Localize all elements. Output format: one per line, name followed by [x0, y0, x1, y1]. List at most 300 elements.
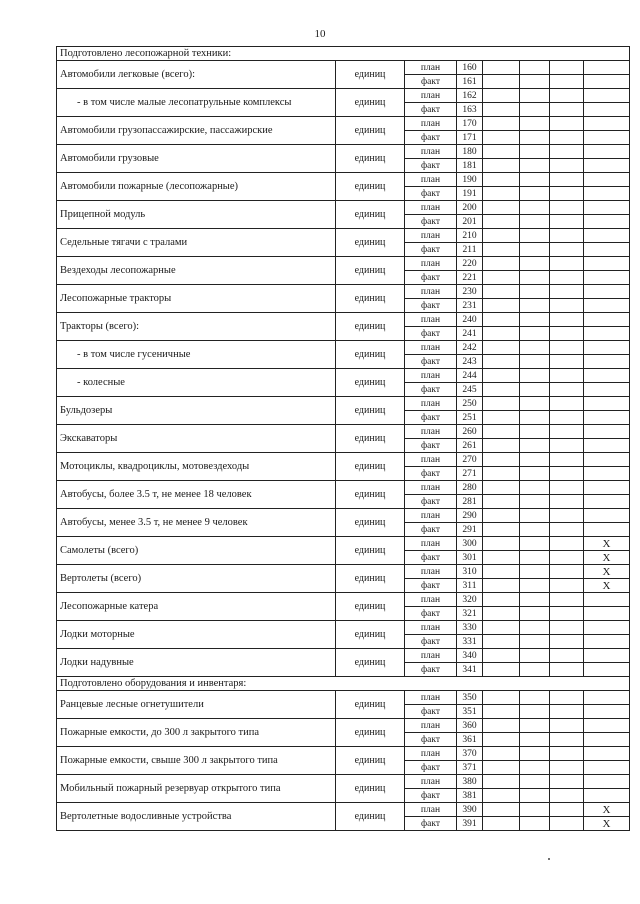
- table-row-plan: [57, 89, 630, 103]
- value-cell: [520, 761, 550, 775]
- value-cell: [520, 61, 550, 75]
- row-code: 361: [457, 733, 483, 747]
- value-cell: [550, 607, 584, 621]
- value-cell: [550, 733, 584, 747]
- plan-label: план: [405, 593, 457, 607]
- row-code: 180: [457, 145, 483, 159]
- unit-cell: единиц: [336, 775, 405, 803]
- fact-label: факт: [405, 411, 457, 425]
- value-cell: [550, 271, 584, 285]
- row-code: 170: [457, 117, 483, 131]
- value-cell: [520, 215, 550, 229]
- unit-cell: единиц: [336, 145, 405, 173]
- value-cell: [550, 103, 584, 117]
- unit-cell: единиц: [336, 649, 405, 677]
- value-cell: [550, 747, 584, 761]
- mark-cell: [584, 187, 630, 201]
- value-cell: [550, 89, 584, 103]
- value-cell: [483, 355, 520, 369]
- mark-cell: [584, 593, 630, 607]
- fact-label: факт: [405, 789, 457, 803]
- value-cell: [483, 313, 520, 327]
- row-code: 330: [457, 621, 483, 635]
- row-code: 231: [457, 299, 483, 313]
- fact-label: факт: [405, 159, 457, 173]
- unit-cell: единиц: [336, 89, 405, 117]
- value-cell: [520, 593, 550, 607]
- plan-label: план: [405, 537, 457, 551]
- table-row-plan: [57, 229, 630, 243]
- row-code: 270: [457, 453, 483, 467]
- fact-label: факт: [405, 551, 457, 565]
- value-cell: [520, 145, 550, 159]
- plan-label: план: [405, 61, 457, 75]
- row-code: 340: [457, 649, 483, 663]
- value-cell: [483, 551, 520, 565]
- value-cell: [520, 453, 550, 467]
- value-cell: [550, 243, 584, 257]
- mark-cell: [584, 649, 630, 663]
- value-cell: [550, 817, 584, 831]
- value-cell: [520, 425, 550, 439]
- row-code: 220: [457, 257, 483, 271]
- value-cell: [520, 271, 550, 285]
- value-cell: [520, 607, 550, 621]
- row-code: 320: [457, 593, 483, 607]
- fact-label: факт: [405, 663, 457, 677]
- plan-label: план: [405, 173, 457, 187]
- value-cell: [483, 733, 520, 747]
- mark-cell: [584, 271, 630, 285]
- unit-cell: единиц: [336, 691, 405, 719]
- fact-label: факт: [405, 187, 457, 201]
- value-cell: [520, 299, 550, 313]
- value-cell: [550, 397, 584, 411]
- unit-cell: единиц: [336, 621, 405, 649]
- row-code: 160: [457, 61, 483, 75]
- value-cell: [520, 803, 550, 817]
- row-code: 381: [457, 789, 483, 803]
- fact-label: факт: [405, 327, 457, 341]
- value-cell: [550, 705, 584, 719]
- table-row-plan: [57, 369, 630, 383]
- row-code: 380: [457, 775, 483, 789]
- fact-label: факт: [405, 495, 457, 509]
- value-cell: [520, 159, 550, 173]
- unit-cell: единиц: [336, 173, 405, 201]
- fact-label: факт: [405, 355, 457, 369]
- table-row-plan: [57, 173, 630, 187]
- row-code: 291: [457, 523, 483, 537]
- mark-cell: [584, 355, 630, 369]
- value-cell: [483, 481, 520, 495]
- value-cell: [520, 103, 550, 117]
- row-code: 244: [457, 369, 483, 383]
- value-cell: [550, 425, 584, 439]
- value-cell: [520, 75, 550, 89]
- fact-label: факт: [405, 299, 457, 313]
- row-code: 181: [457, 159, 483, 173]
- item-name: - колесные: [57, 369, 336, 397]
- value-cell: [550, 593, 584, 607]
- value-cell: [483, 243, 520, 257]
- value-cell: [483, 537, 520, 551]
- fact-label: факт: [405, 103, 457, 117]
- fact-label: факт: [405, 733, 457, 747]
- plan-label: план: [405, 313, 457, 327]
- item-name: Лесопожарные катера: [57, 593, 336, 621]
- value-cell: [550, 775, 584, 789]
- value-cell: [483, 761, 520, 775]
- fact-label: факт: [405, 243, 457, 257]
- value-cell: [483, 509, 520, 523]
- row-code: 242: [457, 341, 483, 355]
- value-cell: [483, 327, 520, 341]
- fact-label: факт: [405, 439, 457, 453]
- unit-cell: единиц: [336, 537, 405, 565]
- value-cell: [483, 159, 520, 173]
- row-code: 391: [457, 817, 483, 831]
- table-row-plan: [57, 719, 630, 733]
- mark-cell: [584, 131, 630, 145]
- unit-cell: единиц: [336, 117, 405, 145]
- plan-label: план: [405, 509, 457, 523]
- section-title: Подготовлено оборудования и инвентаря:: [57, 677, 630, 691]
- unit-cell: единиц: [336, 257, 405, 285]
- mark-cell: [584, 453, 630, 467]
- mark-cell: [584, 621, 630, 635]
- value-cell: [550, 173, 584, 187]
- table-row-plan: [57, 803, 630, 817]
- value-cell: [520, 243, 550, 257]
- value-cell: [550, 187, 584, 201]
- value-cell: [483, 789, 520, 803]
- value-cell: [550, 467, 584, 481]
- value-cell: [550, 369, 584, 383]
- plan-label: план: [405, 621, 457, 635]
- table-row-plan: [57, 775, 630, 789]
- value-cell: [520, 439, 550, 453]
- mark-cell: [584, 467, 630, 481]
- item-name: Бульдозеры: [57, 397, 336, 425]
- value-cell: [520, 789, 550, 803]
- value-cell: [520, 551, 550, 565]
- row-code: 300: [457, 537, 483, 551]
- value-cell: [483, 299, 520, 313]
- item-name: Ранцевые лесные огнетушители: [57, 691, 336, 719]
- fact-label: факт: [405, 215, 457, 229]
- row-code: 350: [457, 691, 483, 705]
- fact-label: факт: [405, 635, 457, 649]
- item-name: Автобусы, более 3.5 т, не менее 18 человек: [57, 481, 336, 509]
- value-cell: [483, 803, 520, 817]
- plan-label: план: [405, 201, 457, 215]
- table-row-plan: [57, 257, 630, 271]
- mark-cell: [584, 243, 630, 257]
- table-row-plan: [57, 691, 630, 705]
- plan-label: план: [405, 285, 457, 299]
- item-name: Самолеты (всего): [57, 537, 336, 565]
- value-cell: [520, 341, 550, 355]
- value-cell: [520, 313, 550, 327]
- value-cell: [520, 369, 550, 383]
- value-cell: [483, 635, 520, 649]
- mark-cell: [584, 397, 630, 411]
- value-cell: [483, 467, 520, 481]
- row-code: 191: [457, 187, 483, 201]
- mark-cell: [584, 215, 630, 229]
- row-code: 311: [457, 579, 483, 593]
- mark-cell: [584, 733, 630, 747]
- plan-label: план: [405, 453, 457, 467]
- unit-cell: единиц: [336, 509, 405, 537]
- item-name: - в том числе гусеничные: [57, 341, 336, 369]
- value-cell: [520, 383, 550, 397]
- row-code: 310: [457, 565, 483, 579]
- row-code: 241: [457, 327, 483, 341]
- mark-cell: X: [584, 803, 630, 817]
- value-cell: [550, 803, 584, 817]
- value-cell: [520, 691, 550, 705]
- item-name: Мобильный пожарный резервуар открытого типа: [57, 775, 336, 803]
- value-cell: [483, 663, 520, 677]
- unit-cell: единиц: [336, 397, 405, 425]
- mark-cell: [584, 369, 630, 383]
- plan-label: план: [405, 565, 457, 579]
- value-cell: [550, 495, 584, 509]
- value-cell: [520, 495, 550, 509]
- value-cell: [483, 593, 520, 607]
- value-cell: [550, 509, 584, 523]
- plan-label: план: [405, 89, 457, 103]
- plan-label: план: [405, 691, 457, 705]
- mark-cell: [584, 509, 630, 523]
- row-code: 251: [457, 411, 483, 425]
- value-cell: [520, 229, 550, 243]
- value-cell: [483, 369, 520, 383]
- row-code: 163: [457, 103, 483, 117]
- section-header-row: [57, 677, 630, 691]
- fact-label: факт: [405, 131, 457, 145]
- value-cell: [520, 117, 550, 131]
- fact-label: факт: [405, 705, 457, 719]
- table-row-plan: [57, 285, 630, 299]
- value-cell: [550, 75, 584, 89]
- value-cell: [550, 159, 584, 173]
- value-cell: [520, 579, 550, 593]
- value-cell: [520, 327, 550, 341]
- fact-label: факт: [405, 75, 457, 89]
- table-row-plan: [57, 537, 630, 551]
- row-code: 230: [457, 285, 483, 299]
- value-cell: [550, 117, 584, 131]
- value-cell: [483, 103, 520, 117]
- value-cell: [520, 705, 550, 719]
- value-cell: [550, 761, 584, 775]
- value-cell: [520, 817, 550, 831]
- value-cell: [550, 229, 584, 243]
- value-cell: [520, 621, 550, 635]
- value-cell: [483, 117, 520, 131]
- unit-cell: единиц: [336, 369, 405, 397]
- plan-label: план: [405, 747, 457, 761]
- value-cell: [483, 691, 520, 705]
- row-code: 390: [457, 803, 483, 817]
- value-cell: [483, 425, 520, 439]
- mark-cell: [584, 285, 630, 299]
- item-name: Вездеходы лесопожарные: [57, 257, 336, 285]
- unit-cell: единиц: [336, 313, 405, 341]
- value-cell: [520, 397, 550, 411]
- item-name: Автомобили грузовые: [57, 145, 336, 173]
- value-cell: [483, 411, 520, 425]
- value-cell: [550, 327, 584, 341]
- mark-cell: [584, 425, 630, 439]
- plan-label: план: [405, 117, 457, 131]
- plan-label: план: [405, 803, 457, 817]
- value-cell: [483, 341, 520, 355]
- mark-cell: [584, 341, 630, 355]
- value-cell: [520, 509, 550, 523]
- table-row-plan: [57, 397, 630, 411]
- unit-cell: единиц: [336, 61, 405, 89]
- page-number: 10: [314, 28, 326, 40]
- mark-cell: [584, 523, 630, 537]
- value-cell: [520, 663, 550, 677]
- plan-label: план: [405, 257, 457, 271]
- row-code: 162: [457, 89, 483, 103]
- value-cell: [550, 341, 584, 355]
- mark-cell: [584, 257, 630, 271]
- value-cell: [550, 439, 584, 453]
- mark-cell: [584, 747, 630, 761]
- table-row-plan: [57, 593, 630, 607]
- row-code: 331: [457, 635, 483, 649]
- fact-label: факт: [405, 579, 457, 593]
- mark-cell: [584, 299, 630, 313]
- value-cell: [520, 649, 550, 663]
- value-cell: [520, 89, 550, 103]
- value-cell: [520, 565, 550, 579]
- plan-label: план: [405, 775, 457, 789]
- mark-cell: [584, 789, 630, 803]
- table-row-plan: [57, 341, 630, 355]
- mark-cell: [584, 705, 630, 719]
- plan-label: план: [405, 649, 457, 663]
- mark-cell: [584, 145, 630, 159]
- value-cell: [550, 635, 584, 649]
- mark-cell: [584, 75, 630, 89]
- value-cell: [550, 145, 584, 159]
- table-row-plan: [57, 453, 630, 467]
- row-code: 250: [457, 397, 483, 411]
- item-name: Автобусы, менее 3.5 т, не менее 9 человек: [57, 509, 336, 537]
- value-cell: [550, 565, 584, 579]
- value-cell: [483, 565, 520, 579]
- value-cell: [550, 201, 584, 215]
- item-name: Тракторы (всего):: [57, 313, 336, 341]
- value-cell: [483, 397, 520, 411]
- plan-label: план: [405, 369, 457, 383]
- mark-cell: [584, 761, 630, 775]
- value-cell: [550, 383, 584, 397]
- value-cell: [483, 271, 520, 285]
- mark-cell: [584, 775, 630, 789]
- table-row-plan: [57, 621, 630, 635]
- value-cell: [520, 173, 550, 187]
- mark-cell: [584, 383, 630, 397]
- mark-cell: [584, 327, 630, 341]
- mark-cell: [584, 103, 630, 117]
- value-cell: [483, 747, 520, 761]
- row-code: 281: [457, 495, 483, 509]
- unit-cell: единиц: [336, 425, 405, 453]
- table-row-plan: [57, 649, 630, 663]
- value-cell: [550, 579, 584, 593]
- mark-cell: [584, 481, 630, 495]
- mark-cell: X: [584, 565, 630, 579]
- value-cell: [483, 187, 520, 201]
- mark-cell: X: [584, 551, 630, 565]
- value-cell: [520, 355, 550, 369]
- value-cell: [520, 635, 550, 649]
- value-cell: [550, 481, 584, 495]
- row-code: 201: [457, 215, 483, 229]
- value-cell: [550, 663, 584, 677]
- item-name: Экскаваторы: [57, 425, 336, 453]
- table-row-plan: [57, 117, 630, 131]
- mark-cell: [584, 61, 630, 75]
- fact-label: факт: [405, 817, 457, 831]
- unit-cell: единиц: [336, 285, 405, 313]
- value-cell: [550, 411, 584, 425]
- mark-cell: [584, 439, 630, 453]
- fact-label: факт: [405, 523, 457, 537]
- value-cell: [550, 61, 584, 75]
- value-cell: [520, 775, 550, 789]
- scan-speck: [548, 858, 550, 860]
- value-cell: [483, 257, 520, 271]
- row-code: 370: [457, 747, 483, 761]
- row-code: 260: [457, 425, 483, 439]
- fact-label: факт: [405, 271, 457, 285]
- value-cell: [520, 201, 550, 215]
- value-cell: [483, 439, 520, 453]
- value-cell: [483, 61, 520, 75]
- value-cell: [483, 523, 520, 537]
- value-cell: [550, 453, 584, 467]
- value-cell: [520, 747, 550, 761]
- unit-cell: единиц: [336, 803, 405, 831]
- plan-label: план: [405, 341, 457, 355]
- value-cell: [550, 621, 584, 635]
- item-name: Прицепной модуль: [57, 201, 336, 229]
- item-name: Автомобили грузопассажирские, пассажирские: [57, 117, 336, 145]
- item-name: Лесопожарные тракторы: [57, 285, 336, 313]
- row-code: 290: [457, 509, 483, 523]
- table-row-plan: [57, 509, 630, 523]
- item-name: Вертолетные водосливные устройства: [57, 803, 336, 831]
- value-cell: [483, 621, 520, 635]
- equipment-table: [56, 46, 630, 831]
- value-cell: [483, 719, 520, 733]
- item-name: Мотоциклы, квадроциклы, мотовездеходы: [57, 453, 336, 481]
- value-cell: [483, 705, 520, 719]
- value-cell: [550, 215, 584, 229]
- row-code: 371: [457, 761, 483, 775]
- unit-cell: единиц: [336, 229, 405, 257]
- row-code: 271: [457, 467, 483, 481]
